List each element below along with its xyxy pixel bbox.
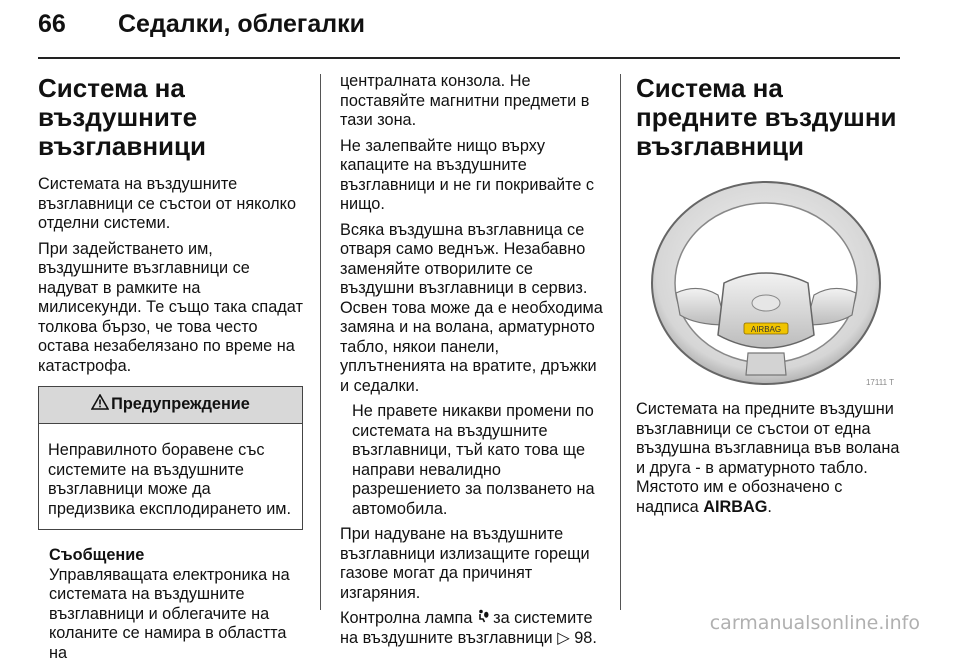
airbag-system-heading: Система на въздушните възглавници bbox=[38, 74, 303, 161]
console-paragraph: централната конзола. Не поставяйте магнитни предмети в тази зона. bbox=[340, 72, 608, 131]
modify-paragraph: Не правете никакви промени по системата на въздушните възглавници, тъй като това ще направи невалидно разрешението за ползването на автомобила. bbox=[340, 402, 608, 519]
lamp-paragraph bbox=[340, 609, 608, 648]
lamp-text-2: за системите на въздушните възглавници bbox=[340, 609, 593, 647]
front-airbag-paragraph bbox=[636, 400, 904, 517]
replace-paragraph: Всяка въздушна възглавница се отваря само веднъж. Незабавно заменяйте отворилите се въздушни възглавници в сервиз. Освен това може да е необходима замяна и на волана, арматурното табло, някои панели, уплътненията на вратите, дръжки и седалки. bbox=[340, 221, 608, 397]
warning-header bbox=[39, 387, 302, 424]
notice-text: Управляващата електроника на системата на въздушните възглавници и облегачите на коланите се намира в областта на bbox=[49, 566, 303, 663]
warning-title: Предупреждение bbox=[111, 395, 250, 415]
page-number: 66 bbox=[38, 10, 98, 39]
notice-title: Съобщение bbox=[49, 546, 303, 566]
airbag-label: AIRBAG bbox=[751, 325, 781, 334]
column-divider bbox=[320, 74, 321, 610]
section-title: Седалки, облегалки bbox=[118, 10, 365, 39]
column-left bbox=[38, 74, 303, 663]
column-right bbox=[636, 74, 904, 523]
airbag-label-strong: AIRBAG bbox=[703, 498, 767, 516]
front-airbag-text: Системата на предните въздушни възглавници се състои от една въздушна възглавница във волана и друга - в арматурното табло. Мястото им е обозначено с надписа bbox=[636, 400, 899, 516]
deploy-paragraph: При задействането им, въздушните възглавници се надуват в рамките на милисекунди. Те също така спадат толкова бързо, че това често остава незабелязано по време на катастрофа. bbox=[38, 240, 303, 377]
watermark: carmanualsonline.info bbox=[710, 612, 920, 634]
airbag-warning-icon bbox=[477, 610, 493, 627]
column-divider-2 bbox=[620, 74, 621, 610]
warning-triangle-icon bbox=[91, 394, 109, 416]
notice-block bbox=[49, 546, 303, 663]
intro-paragraph: Системата на въздушните възглавници се състои от няколко отделни системи. bbox=[38, 175, 303, 234]
lamp-text: Контролна лампа bbox=[340, 609, 472, 627]
warning-text: Неправилното боравене със системите на въздушните възглавници може да предизвика експлодирането им. bbox=[39, 424, 302, 529]
header-divider bbox=[38, 57, 900, 59]
page-ref[interactable]: 98. bbox=[574, 629, 597, 647]
burns-paragraph: При надуване на въздушните възглавници излизащите горещи газове могат да причинят изгаряния. bbox=[340, 525, 608, 603]
warning-box bbox=[38, 386, 303, 530]
cover-paragraph: Не залепвайте нищо върху капаците на въздушните възглавници и не ги покривайте с нищо. bbox=[340, 137, 608, 215]
image-code: 17111 T bbox=[866, 378, 894, 387]
steering-wheel-image bbox=[636, 175, 901, 390]
sentence-end: . bbox=[767, 498, 772, 516]
page-ref-icon[interactable]: ▷ bbox=[557, 629, 570, 647]
front-airbag-heading: Система на предните въздушни възглавници bbox=[636, 74, 904, 161]
column-middle bbox=[340, 72, 608, 654]
